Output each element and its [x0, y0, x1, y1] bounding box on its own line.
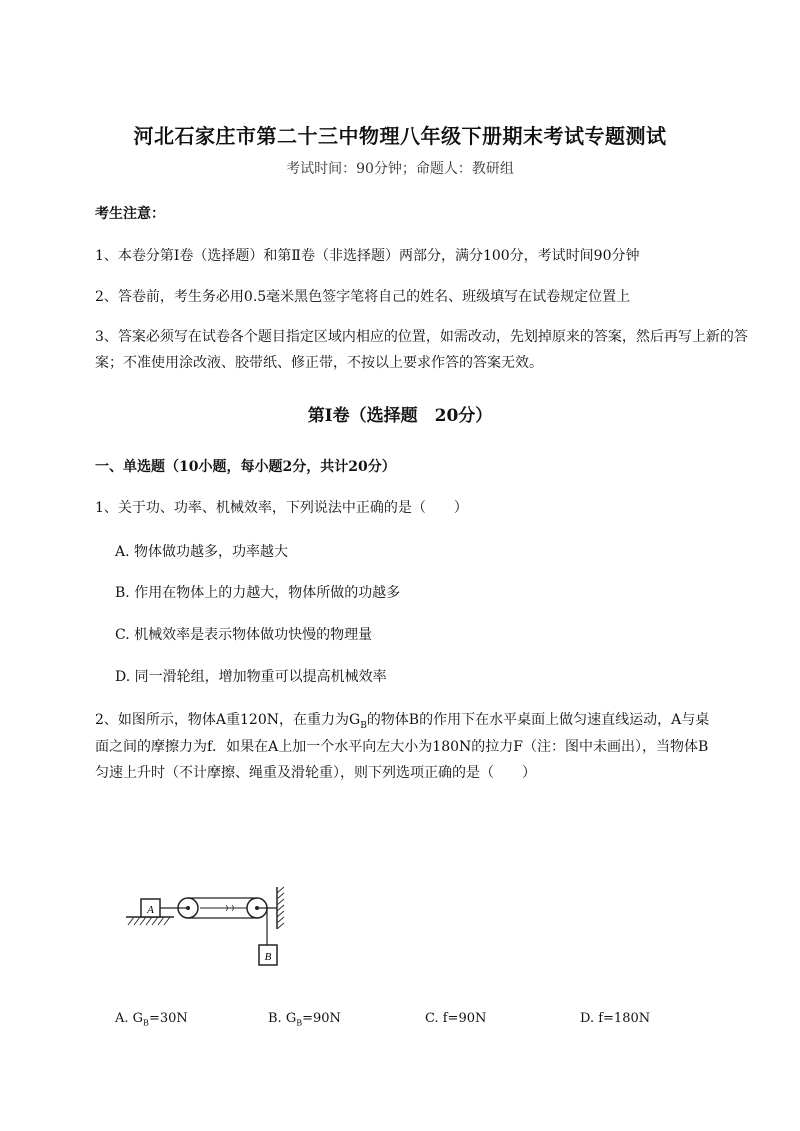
option-b-post: =90N	[302, 1011, 341, 1026]
question-2-stem-line-2: 面之间的摩擦力为f．如果在A上加一个水平向左大小为180N的拉力F（注：图中未画出），当物体B	[95, 739, 709, 755]
question-2-stem-line-3: 匀速上升时（不计摩擦、绳重及滑轮重），则下列选项正确的是（ ）	[95, 765, 536, 781]
question-2-option-a	[115, 1011, 188, 1028]
question-1-option-c: C. 机械效率是表示物体做功快慢的物理量	[115, 627, 373, 643]
option-b-sub: B	[296, 1018, 303, 1028]
question-1-option-b: B. 作用在物体上的力越大，物体所做的功越多	[115, 585, 401, 601]
note-item-1: 1、本卷分第I卷（选择题）和第Ⅱ卷（非选择题）两部分，满分100分，考试时间90分钟	[95, 248, 640, 264]
question-1-option-a: A. 物体做功越多，功率越大	[115, 544, 289, 560]
question-2-stem-line-1	[95, 709, 709, 731]
option-a-post: =30N	[148, 1011, 188, 1026]
block-a-label: A	[147, 904, 154, 916]
table-hatching	[128, 917, 170, 925]
q2-stem-part-a: 2、如图所示，物体A重120N，在重力为G	[95, 712, 361, 728]
section-title: 第I卷（选择题 20分）	[307, 406, 493, 426]
option-c-text: C. f=90N	[425, 1011, 487, 1026]
option-b-pre: B. G	[268, 1011, 297, 1026]
question-2-option-c	[425, 1011, 486, 1026]
q2-stem-part-b: 的物体B的作用下在水平桌面上做匀速直线运动，A与桌	[366, 712, 710, 728]
pulley-diagram	[122, 885, 297, 975]
q2-stem-subscript: B	[360, 720, 367, 731]
notes-heading: 考生注意：	[95, 206, 165, 222]
question-1-option-d: D. 同一滑轮组，增加物重可以提高机械效率	[115, 669, 387, 685]
option-a-sub: B	[143, 1018, 149, 1028]
question-2-option-b	[268, 1011, 341, 1028]
option-a-pre: A. G	[115, 1011, 144, 1026]
option-d-text: D. f=180N	[580, 1011, 651, 1026]
note-item-3: 3、答案必须写在试卷各个题目指定区域内相应的位置，如需改动，先划掉原来的答案，然后再写上新的答案；不准使用涂改液、胶带纸、修正带，不按以上要求作答的答案无效。	[95, 329, 748, 371]
wall-hatching	[277, 887, 284, 929]
exam-info: 考试时间：90分钟；命题人：教研组	[286, 161, 514, 177]
note-item-2: 2、答卷前，考生务必用0.5毫米黑色签字笔将自己的姓名、班级填写在试卷规定位置上	[95, 289, 631, 305]
page-title: 河北石家庄市第二十三中物理八年级下册期末考试专题测试	[133, 124, 667, 148]
question-2-option-d	[580, 1011, 650, 1026]
part-heading: 一、单选题（10小题，每小题2分，共计20分）	[95, 459, 396, 475]
question-1-stem: 1、关于功、功率、机械效率，下列说法中正确的是（ ）	[95, 500, 468, 516]
block-b-label: B	[264, 951, 272, 963]
